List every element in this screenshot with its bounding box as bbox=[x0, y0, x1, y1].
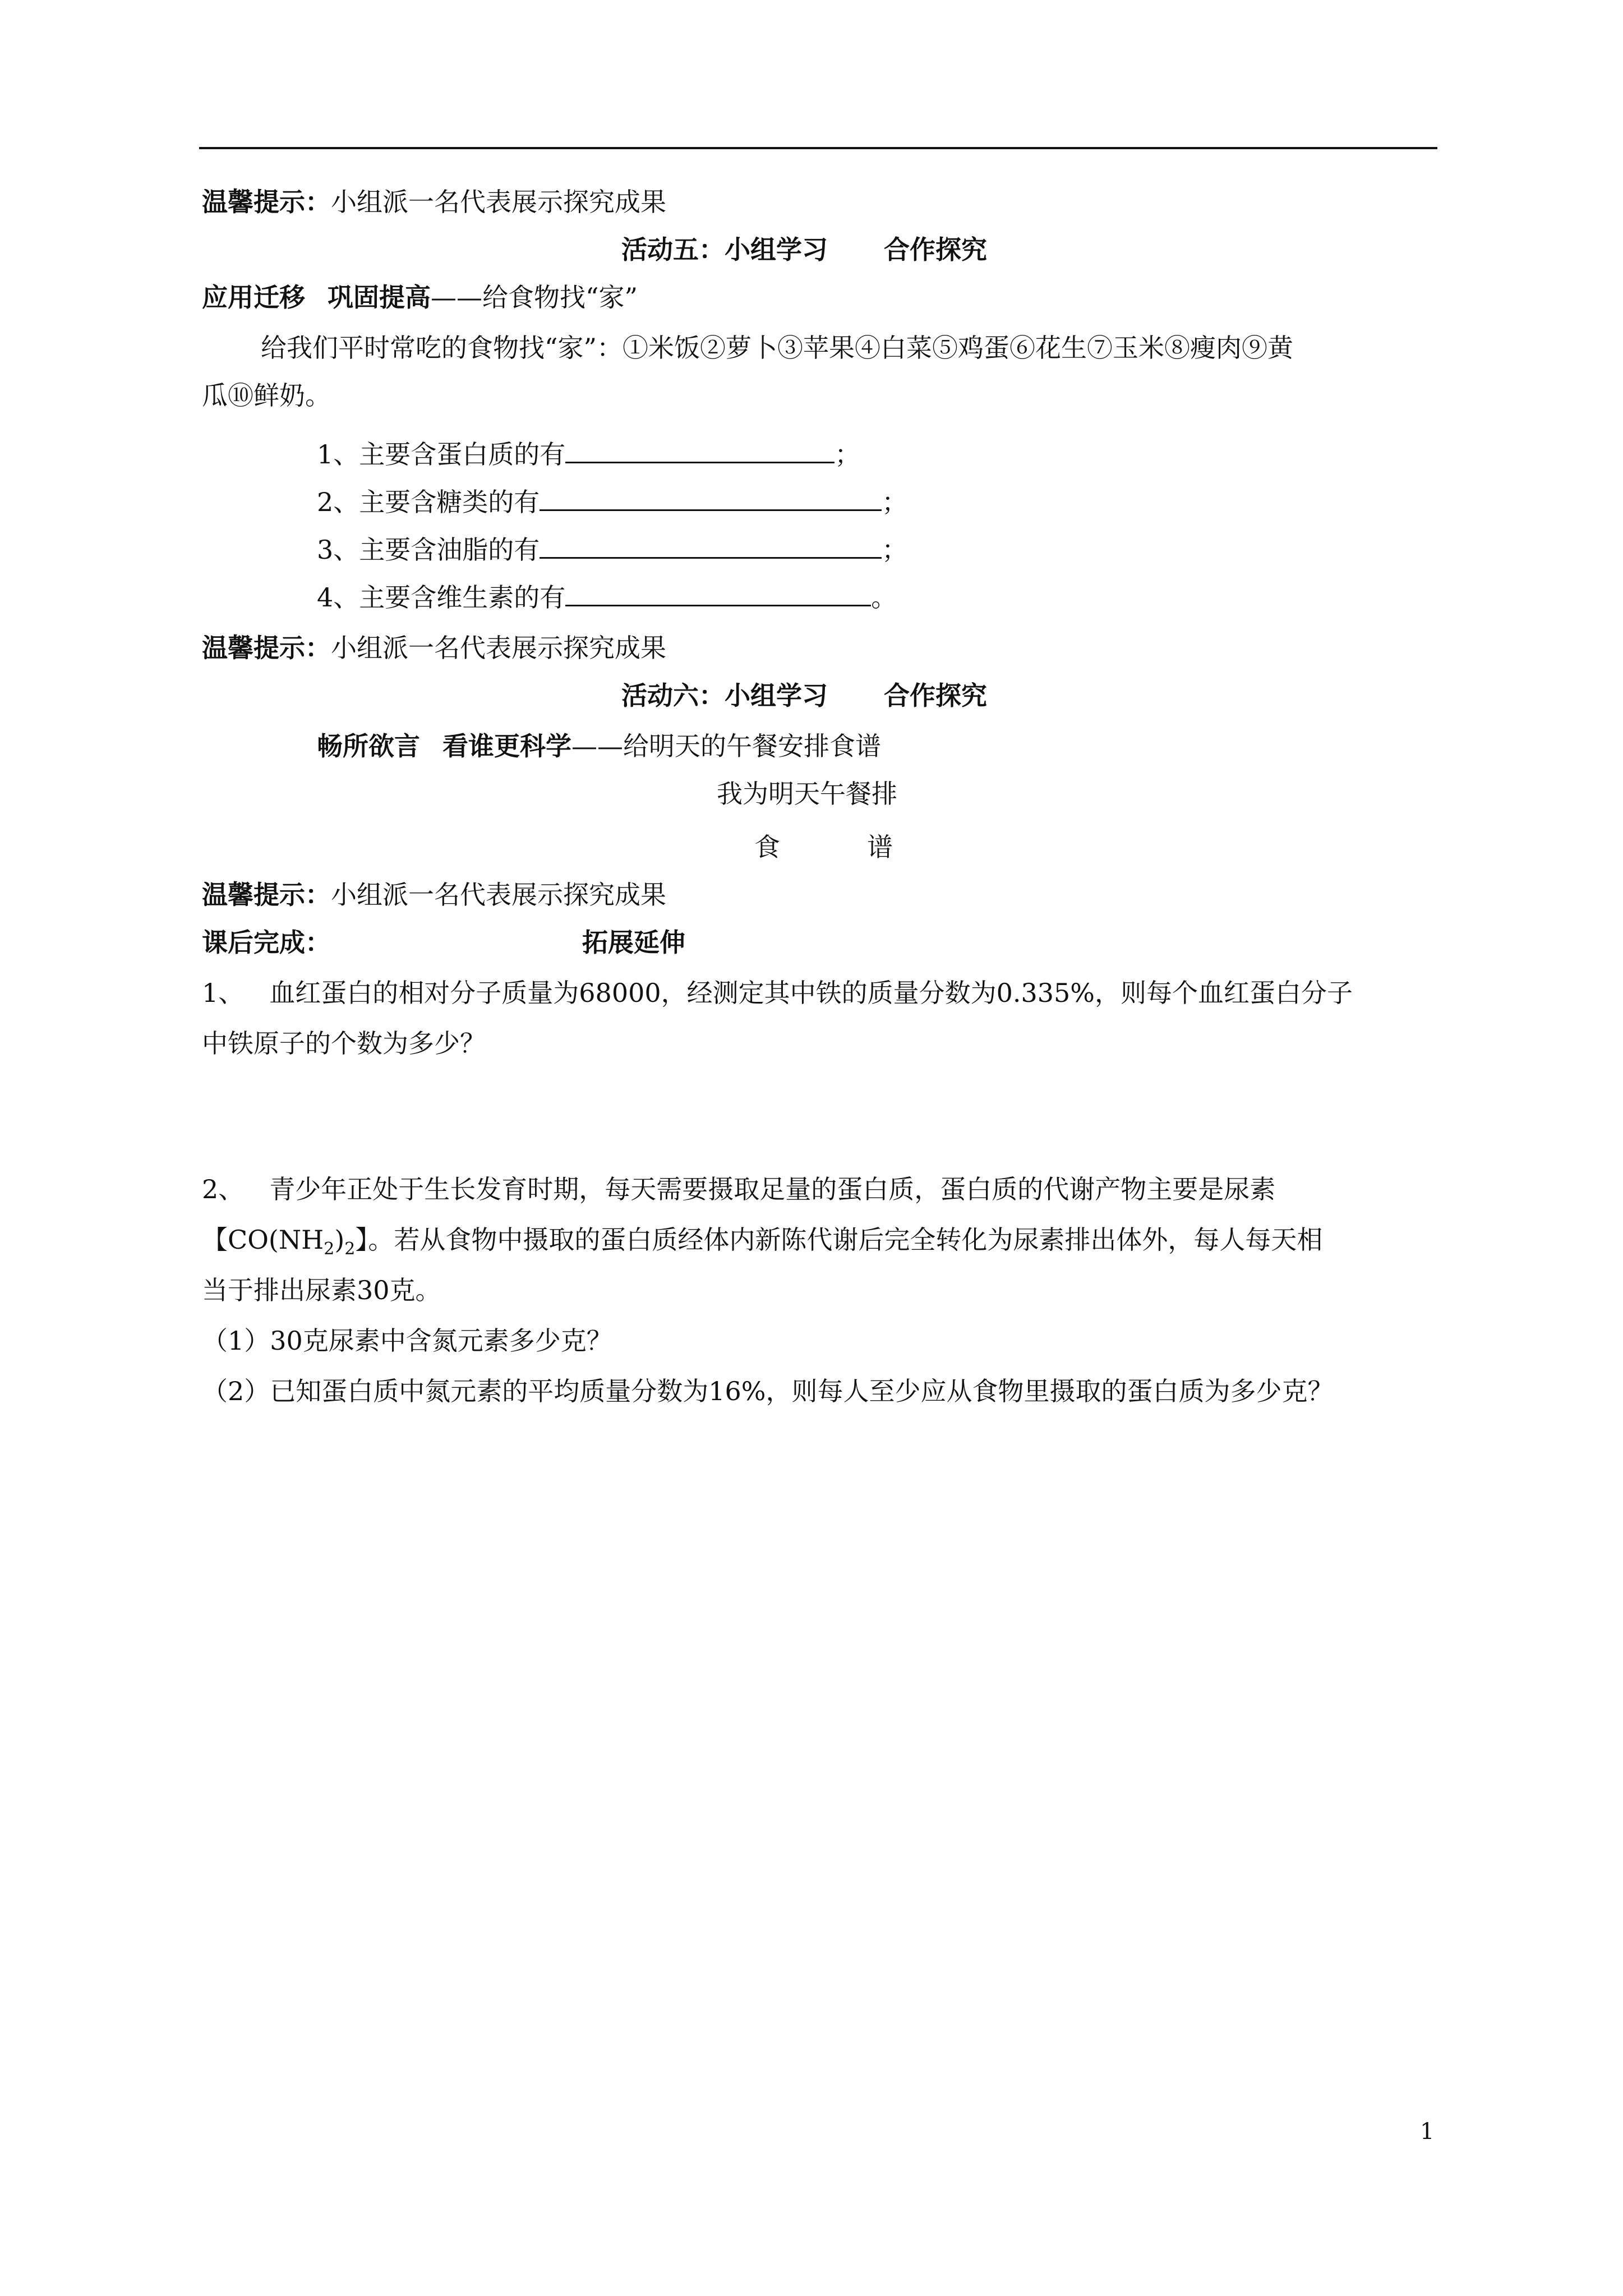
free-heading-1: 畅所欲言 bbox=[317, 731, 420, 761]
apply-dash-text: ——给食物找“家” bbox=[431, 282, 638, 312]
q1-line-1 bbox=[202, 976, 1353, 1010]
item-4-blank[interactable] bbox=[565, 578, 871, 606]
tip-text: 小组派一名代表展示探究成果 bbox=[331, 633, 666, 663]
header-rule bbox=[199, 147, 1437, 149]
menu-line-1: 我为明天午餐排 bbox=[717, 779, 897, 809]
q2-sub-2: （2）已知蛋白质中氮元素的平均质量分数为16%，则每人至少应从食物里摄取的蛋白质为多少克？ bbox=[202, 1376, 1334, 1406]
after-class-label: 课后完成： bbox=[202, 927, 331, 958]
item-3 bbox=[317, 530, 907, 567]
q2-line-2 bbox=[202, 1223, 1322, 1260]
q2-text-1: 青少年正处于生长发育时期，每天需要摄取足量的蛋白质，蛋白质的代谢产物主要是尿素 bbox=[269, 1174, 1276, 1204]
tip-label: 温馨提示： bbox=[202, 633, 331, 663]
apply-heading-2: 巩固提高 bbox=[328, 282, 431, 312]
q2-sub-1: （1）30克尿素中含氮元素多少克？ bbox=[202, 1326, 612, 1356]
q2-line-3: 当于排出尿素30克。 bbox=[202, 1275, 441, 1305]
activity6-heading bbox=[621, 679, 987, 712]
activity5-heading bbox=[621, 233, 987, 266]
q2-formula-pre: 【CO(NH bbox=[202, 1225, 324, 1255]
activity6-subtitle: 合作探究 bbox=[884, 680, 987, 711]
item-4-text: 4、主要含维生素的有 bbox=[317, 582, 566, 613]
q2-formula-post: 】。若从食物中摄取的蛋白质经体内新陈代谢后完全转化为尿素排出体外，每人每天相 bbox=[355, 1225, 1323, 1255]
item-2-text: 2、主要含糖类的有 bbox=[317, 487, 540, 517]
item-2-end: ； bbox=[882, 487, 908, 517]
tip-text: 小组派一名代表展示探究成果 bbox=[331, 880, 666, 910]
q1-line-2: 中铁原子的个数为多少？ bbox=[202, 1028, 486, 1059]
menu-char-2: 谱 bbox=[867, 832, 893, 862]
activity5-title: 活动五：小组学习 bbox=[621, 234, 828, 265]
q2-formula-sub: 2 bbox=[324, 1239, 335, 1259]
tip-label: 温馨提示： bbox=[202, 187, 331, 217]
q2-formula-mid: ) bbox=[334, 1225, 345, 1255]
item-1-blank[interactable] bbox=[565, 435, 834, 463]
item-3-blank[interactable] bbox=[540, 530, 882, 559]
item-4-end: 。 bbox=[871, 582, 897, 613]
after-class-title: 拓展延伸 bbox=[582, 927, 685, 958]
q2-formula-sub2: 2 bbox=[344, 1239, 356, 1259]
tip-label: 温馨提示： bbox=[202, 880, 331, 910]
item-1-end: ； bbox=[834, 439, 861, 470]
apply-heading bbox=[202, 280, 638, 314]
foods-line-2: 瓜⑩鲜奶。 bbox=[202, 380, 331, 411]
item-3-text: 3、主要含油脂的有 bbox=[317, 535, 540, 565]
item-4 bbox=[317, 578, 897, 614]
free-heading-2: 看谁更科学 bbox=[442, 731, 571, 761]
tip-text: 小组派一名代表展示探究成果 bbox=[331, 187, 666, 217]
item-2-blank[interactable] bbox=[540, 482, 882, 511]
apply-heading-1: 应用迁移 bbox=[202, 282, 305, 312]
tip-line-2 bbox=[202, 631, 666, 665]
free-heading bbox=[317, 729, 881, 763]
q1-text-1: 血红蛋白的相对分子质量为68000，经测定其中铁的质量分数为0.335%，则每个血红蛋白分子 bbox=[269, 978, 1353, 1008]
menu-char-1: 食 bbox=[754, 832, 780, 862]
item-1 bbox=[317, 435, 860, 471]
activity6-title: 活动六：小组学习 bbox=[621, 680, 828, 711]
item-1-text: 1、主要含蛋白质的有 bbox=[317, 439, 566, 470]
free-dash-text: ——给明天的午餐安排食谱 bbox=[571, 731, 881, 761]
page-number: 1 bbox=[1420, 2119, 1435, 2145]
q2-line-1 bbox=[202, 1172, 1275, 1206]
foods-line-1: 给我们平时常吃的食物找“家”：①米饭②萝卜③苹果④白菜⑤鸡蛋⑥花生⑦玉米⑧瘦肉⑨黄 bbox=[261, 333, 1294, 363]
tip-line-1 bbox=[202, 185, 666, 219]
tip-line-3 bbox=[202, 878, 666, 912]
q1-num: 1、 bbox=[202, 978, 245, 1008]
activity5-subtitle: 合作探究 bbox=[884, 234, 987, 265]
menu-line-2 bbox=[754, 830, 893, 864]
item-3-end: ； bbox=[882, 535, 908, 565]
item-2 bbox=[317, 482, 907, 519]
q2-num: 2、 bbox=[202, 1174, 245, 1204]
